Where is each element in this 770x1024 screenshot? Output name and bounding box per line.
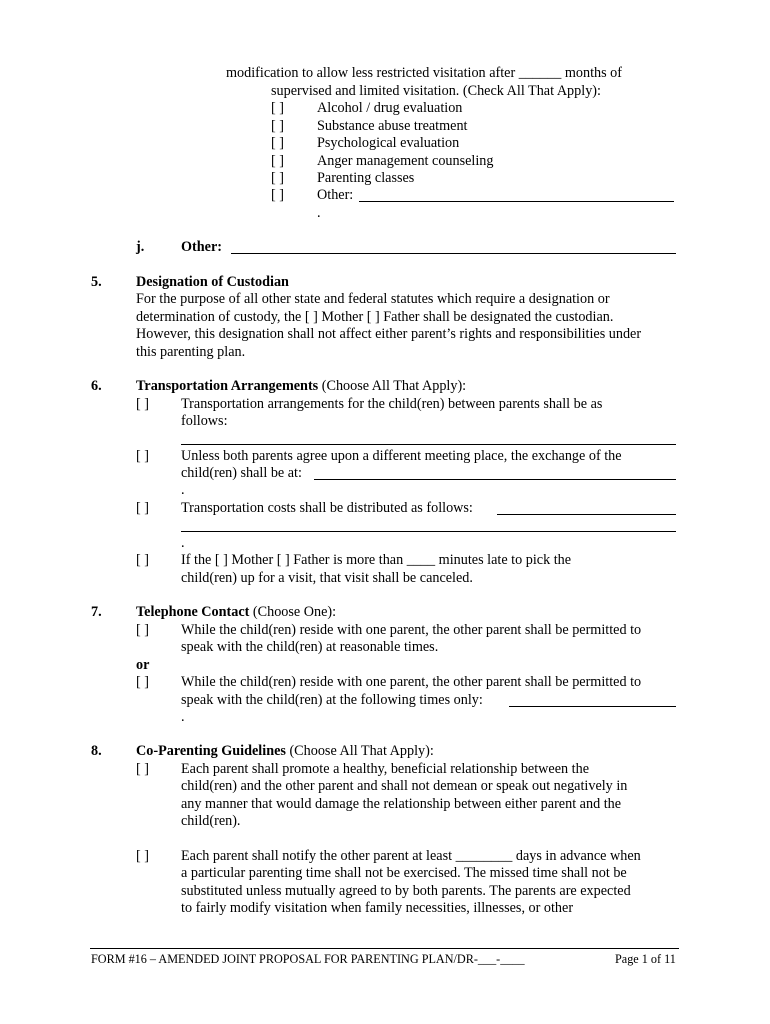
s6-option-4-line-2: child(ren) up for a visit, that visit shall be canceled.	[181, 570, 473, 586]
s6-option-1-line-1: Transportation arrangements for the child(ren) between parents shall be as	[181, 396, 603, 412]
s6-option-3-line-1: Transportation costs shall be distributed as follows:	[181, 500, 473, 516]
section-5-title: Designation of Custodian	[136, 274, 289, 290]
s8-option-2-line-4: to fairly modify visitation when family necessities, illnesses, or other	[181, 900, 574, 916]
section-8-number: 8.	[91, 743, 102, 759]
s8-option-2-line-2: a particular parenting time shall not be exercised. The missed time shall not be	[181, 865, 627, 881]
option-substance: Substance abuse treatment	[317, 118, 468, 134]
s6-option-1-line-2: follows:	[181, 413, 228, 429]
s8-option-2-line-3: substituted unless mutually agreed to by both parents. The parents are expected	[181, 883, 631, 899]
s7-or: or	[136, 657, 150, 673]
s6-option-1-blank[interactable]	[181, 444, 676, 445]
s6-option-3-blank-b[interactable]	[181, 531, 676, 532]
s8-option-2-line-1: Each parent shall notify the other parent at least ________ days in advance when	[181, 848, 641, 864]
s6-checkbox-1[interactable]: [ ]	[136, 396, 149, 412]
section-8-choose: (Choose All That Apply):	[285, 743, 434, 759]
other-blank[interactable]	[359, 201, 674, 202]
top-line-2: supervised and limited visitation. (Check All That Apply):	[271, 83, 601, 99]
s6-option-3-period: .	[181, 535, 185, 551]
item-j-label: Other:	[181, 239, 222, 255]
item-j-blank[interactable]	[231, 253, 676, 254]
s7-option-2-line-2: speak with the child(ren) at the following times only:	[181, 692, 483, 708]
checkbox-anger[interactable]: [ ]	[271, 153, 284, 169]
s7-option-2-line-1: While the child(ren) reside with one parent, the other parent shall be permitted to	[181, 674, 642, 690]
s7-checkbox-1[interactable]: [ ]	[136, 622, 149, 638]
footer-form-id: FORM #16 – AMENDED JOINT PROPOSAL FOR PARENTING PLAN/DR-___-____	[91, 952, 525, 966]
s6-checkbox-4[interactable]: [ ]	[136, 552, 149, 568]
section-5-line-1: For the purpose of all other state and federal statutes which require a designation or	[136, 291, 610, 307]
checkbox-other[interactable]: [ ]	[271, 187, 284, 203]
checkbox-parenting[interactable]: [ ]	[271, 170, 284, 186]
section-6-choose: (Choose All That Apply):	[318, 378, 467, 394]
s7-option-1-line-1: While the child(ren) reside with one parent, the other parent shall be permitted to	[181, 622, 642, 638]
option-anger: Anger management counseling	[317, 153, 494, 169]
checkbox-psych[interactable]: [ ]	[271, 135, 284, 151]
footer-rule	[90, 948, 679, 949]
s6-option-3-blank-a[interactable]	[497, 514, 676, 515]
section-7-number: 7.	[91, 604, 102, 620]
top-line-1: modification to allow less restricted visitation after ______ months of	[226, 65, 622, 81]
s6-checkbox-2[interactable]: [ ]	[136, 448, 149, 464]
section-8-title: Co-Parenting Guidelines	[136, 743, 286, 759]
s7-option-2-period: .	[181, 709, 185, 725]
s6-checkbox-3[interactable]: [ ]	[136, 500, 149, 516]
section-6-heading	[136, 378, 466, 395]
s7-option-1-line-2: speak with the child(ren) at reasonable times.	[181, 639, 439, 655]
s7-checkbox-2[interactable]: [ ]	[136, 674, 149, 690]
s8-option-1-line-3: any manner that would damage the relationship between either parent and the	[181, 796, 622, 812]
s8-checkbox-1[interactable]: [ ]	[136, 761, 149, 777]
option-alcohol: Alcohol / drug evaluation	[317, 100, 463, 116]
section-6-number: 6.	[91, 378, 102, 394]
s6-option-2-blank[interactable]	[314, 479, 676, 480]
option-parenting: Parenting classes	[317, 170, 415, 186]
s8-option-1-line-4: child(ren).	[181, 813, 241, 829]
section-5-line-3: However, this designation shall not affect either parent’s rights and responsibilities under	[136, 326, 642, 342]
s8-checkbox-2[interactable]: [ ]	[136, 848, 149, 864]
section-7-title: Telephone Contact	[136, 604, 250, 620]
option-other: Other:	[317, 187, 354, 203]
section-8-heading	[136, 743, 434, 760]
s7-option-2-blank[interactable]	[509, 706, 676, 707]
s6-option-2-line-1: Unless both parents agree upon a different meeting place, the exchange of the	[181, 448, 622, 464]
section-5-line-4: this parenting plan.	[136, 344, 246, 360]
option-psych: Psychological evaluation	[317, 135, 460, 151]
section-7-heading	[136, 604, 336, 621]
s8-option-1-line-1: Each parent shall promote a healthy, beneficial relationship between the	[181, 761, 589, 777]
checkbox-substance[interactable]: [ ]	[271, 118, 284, 134]
s6-option-4-line-1: If the [ ] Mother [ ] Father is more than ____ minutes late to pick the	[181, 552, 572, 568]
other-period: .	[317, 205, 321, 221]
item-j-letter: j.	[136, 239, 145, 255]
footer-page-number: Page 1 of 11	[615, 952, 676, 966]
s6-option-2-line-2: child(ren) shall be at:	[181, 465, 302, 481]
s6-option-2-period: .	[181, 482, 185, 498]
checkbox-alcohol[interactable]: [ ]	[271, 100, 284, 116]
s8-option-1-line-2: child(ren) and the other parent and shall not demean or speak out negatively in	[181, 778, 628, 794]
section-7-choose: (Choose One):	[249, 604, 337, 620]
section-6-title: Transportation Arrangements	[136, 378, 319, 394]
section-5-number: 5.	[91, 274, 102, 290]
section-5-line-2: determination of custody, the [ ] Mother [ ] Father shall be designated the custodian.	[136, 309, 614, 325]
